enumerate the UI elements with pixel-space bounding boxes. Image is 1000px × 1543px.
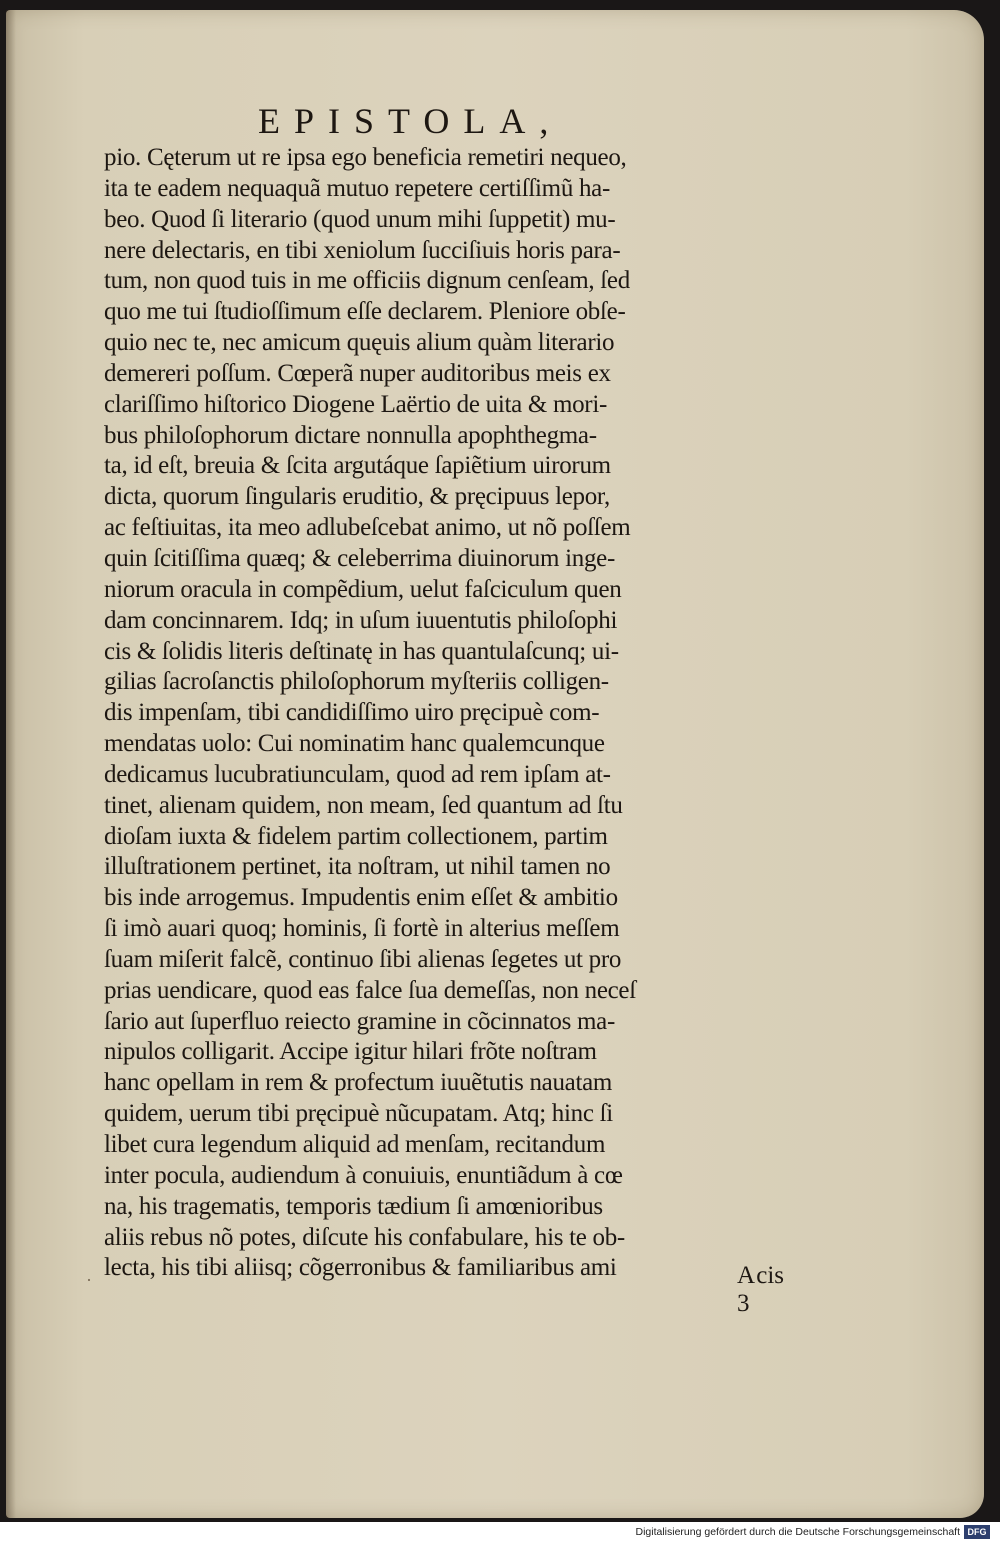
catchword: cis: [756, 1262, 784, 1289]
text-line: cis & ſolidis literis deſtinatę in has quantulaſcunq; ui-: [104, 637, 619, 665]
text-line: libet cura legendum aliquid ad menſam, recitandum: [104, 1131, 606, 1158]
margin-smudge: ·: [86, 1270, 92, 1290]
text-line: ita te eadem nequaquã mutuo repetere certiſſimũ ha-: [104, 174, 610, 202]
text-line: bus philoſophorum dictare nonnulla apophthegma-: [104, 421, 597, 449]
credit-bar: [0, 1522, 1000, 1543]
text-line: niorum oracula in compẽdium, uelut faſciculum quen: [104, 575, 622, 603]
text-line: quin ſcitiſſima quæq; & celeberrima diuinorum inge-: [104, 544, 615, 572]
text-line: clariſſimo hiſtorico Diogene Laërtio de uita & mori-: [104, 390, 607, 418]
text-line: nipulos colligarit. Accipe igitur hilari frõte noſtram: [104, 1038, 597, 1066]
text-line: hanc opellam in rem & profectum iuuẽtutis nauatam: [104, 1069, 613, 1097]
text-line: ſario aut ſuperfluo reiecto gramine in cõcinnatos ma-: [104, 1007, 615, 1035]
text-line: na, his tragematis, temporis tædium ſi amœnioribus: [104, 1192, 603, 1220]
text-line: pio. Cęterum ut re ipsa ego beneficia remetiri nequeo,: [104, 144, 627, 171]
text-line: gilias ſacroſanctis philoſophorum myſteriis colligen-: [104, 668, 609, 696]
text-line: bis inde arrogemus. Impudentis enim eſſet & ambitio: [104, 884, 618, 912]
running-head: EPISTOLA,: [258, 101, 563, 141]
text-line: prias uendicare, quod eas falce ſua demeſſas, non neceſ: [104, 976, 636, 1004]
signature-mark: A 3: [737, 1262, 762, 1317]
body-text: [104, 143, 784, 1284]
text-line: aliis rebus nõ potes, diſcute his confabulare, his te ob-: [104, 1223, 625, 1251]
text-line: lecta, his tibi aliisq; cõgerronibus & familiaribus ami: [104, 1254, 617, 1282]
text-line: quidem, uerum tibi pręcipuè nũcupatam. Atq; hinc ſi: [104, 1100, 613, 1128]
text-line: ta, id eſt, breuia & ſcita argutáque ſapiẽtium uirorum: [104, 452, 611, 480]
text-line: illuſtrationem pertinet, ita noſtram, ut nihil tamen no: [104, 853, 611, 881]
text-line: demereri poſſum. Cœperã nuper auditoribus meis ex: [104, 359, 611, 387]
text-line: dedicamus lucubratiunculam, quod ad rem ipſam at-: [104, 760, 611, 788]
text-line: ac feſtiuitas, ita meo adlubeſcebat animo, ut nõ poſſem: [104, 514, 631, 542]
text-line: nere delectaris, en tibi xeniolum ſucciſiuis horis para-: [104, 236, 621, 264]
page-footer: [104, 1262, 784, 1317]
text-line: tum, non quod tuis in me officiis dignum cenſeam, ſed: [104, 267, 630, 295]
text-line: dam concinnarem. Idq; in uſum iuuentutis philoſophi: [104, 606, 618, 634]
text-line: dicta, quorum ſingularis eruditio, & pręcipuus lepor,: [104, 483, 610, 511]
dfg-logo: DFG: [964, 1525, 990, 1539]
text-line: quo me tui ſtudioſſimum eſſe declarem. Pleniore obſe-: [104, 298, 626, 326]
text-line: quio nec te, nec amicum quęuis alium quàm literario: [104, 329, 615, 357]
text-line: dis impenſam, tibi candidiſſimo uiro pręcipuè com-: [104, 699, 600, 727]
text-line: ſi imò auari quoq; hominis, ſi fortè in alterius meſſem: [104, 915, 620, 943]
text-line: beo. Quod ſi literario (quod unum mihi ſuppetit) mu-: [104, 205, 616, 233]
text-line: inter pocula, audiendum à conuiuis, enuntiãdum à cœ: [104, 1161, 623, 1189]
text-line: ſuam miſerit falcẽ, continuo ſibi alienas ſegetes ut pro: [104, 945, 622, 973]
text-line: dioſam iuxta & fidelem partim collectionem, partim: [104, 822, 608, 850]
text-line: tinet, alienam quidem, non meam, ſed quantum ad ſtu: [104, 791, 623, 819]
text-line: mendatas uolo: Cui nominatim hanc qualemcunque: [104, 730, 605, 758]
credit-text: Digitalisierung gefördert durch die Deutsche Forschungsgemeinschaft: [635, 1526, 960, 1538]
